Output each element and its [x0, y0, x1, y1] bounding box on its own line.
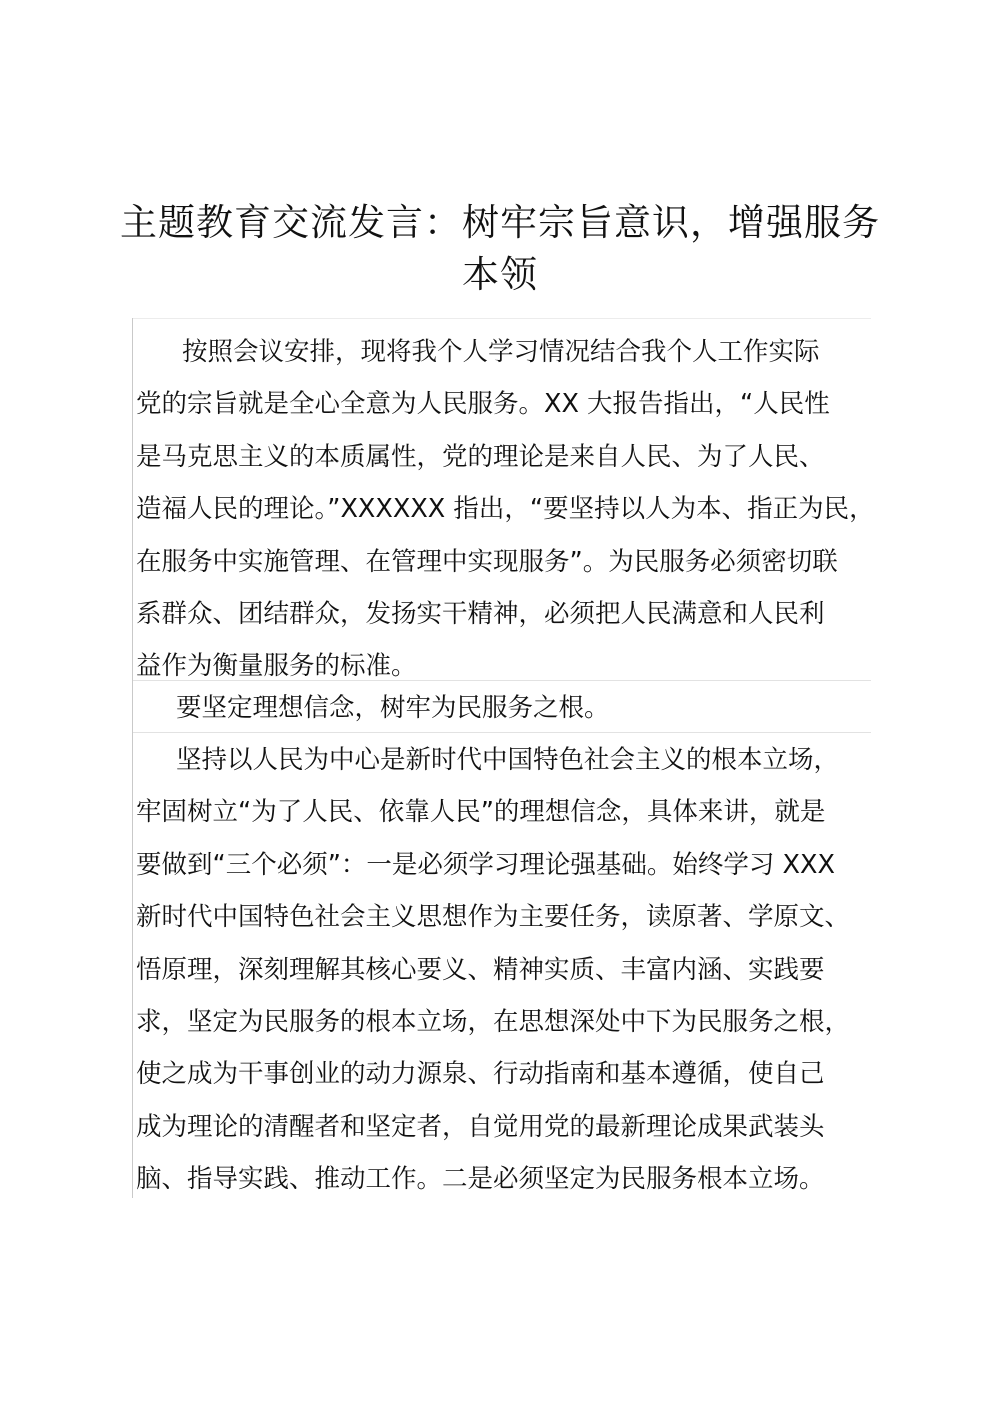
paragraph-line: 要做到“三个必须”：一是必须学习理论强基础。始终学习 XXX	[136, 849, 835, 880]
paragraph-line: 益作为衡量服务的标准。	[136, 651, 417, 682]
paragraph-line: 造福人民的理论。”XXXXXX 指出，“要坚持以人为本、指正为民，	[136, 494, 875, 525]
title-line-1: 主题教育交流发言：树牢宗旨意识，增强服务	[120, 200, 880, 244]
title-line-2: 本领	[462, 252, 538, 296]
paragraph-1	[136, 326, 875, 693]
paragraph-line: 按照会议安排，现将我个人学习情况结合我个人工作实际	[182, 337, 820, 367]
paragraph-line: 要坚定理想信念，树牢为民服务之根。	[176, 693, 610, 723]
paragraph-2	[136, 682, 610, 734]
paragraph-line: 脑、指导实践、推动工作。二是必须坚定为民服务根本立场。	[136, 1164, 825, 1195]
document-body	[132, 318, 875, 1198]
paragraph-line: 系群众、团结群众，发扬实干精神，必须把人民满意和人民利	[136, 598, 825, 629]
paragraph-line: 牢固树立“为了人民、依靠人民”的理想信念，具体来讲，就是	[136, 797, 826, 828]
paragraph-line: 党的宗旨就是全心全意为人民服务。XX 大报告指出，“人民性	[136, 389, 830, 420]
document-title	[120, 197, 880, 301]
paragraph-line: 求，坚定为民服务的根本立场，在思想深处中下为民服务之根，	[136, 1006, 851, 1037]
paragraph-3	[136, 734, 850, 1206]
paragraph-line: 悟原理，深刻理解其核心要义、精神实质、丰富内涵、实践要	[136, 954, 825, 985]
paragraph-line: 成为理论的清醒者和坚定者，自觉用党的最新理论成果武装头	[136, 1111, 825, 1142]
paragraph-line: 是马克思主义的本质属性，党的理论是来自人民、为了人民、	[136, 441, 825, 472]
paragraph-line: 在服务中实施管理、在管理中实现服务”。为民服务必须密切联	[136, 546, 838, 577]
divider	[133, 680, 871, 681]
paragraph-line: 新时代中国特色社会主义思想作为主要任务，读原著、学原文、	[136, 902, 851, 933]
divider	[133, 732, 871, 733]
divider	[133, 318, 871, 319]
paragraph-line: 使之成为干事创业的动力源泉、行动指南和基本遵循，使自己	[136, 1059, 825, 1090]
paragraph-line: 坚持以人民为中心是新时代中国特色社会主义的根本立场，	[176, 745, 840, 775]
